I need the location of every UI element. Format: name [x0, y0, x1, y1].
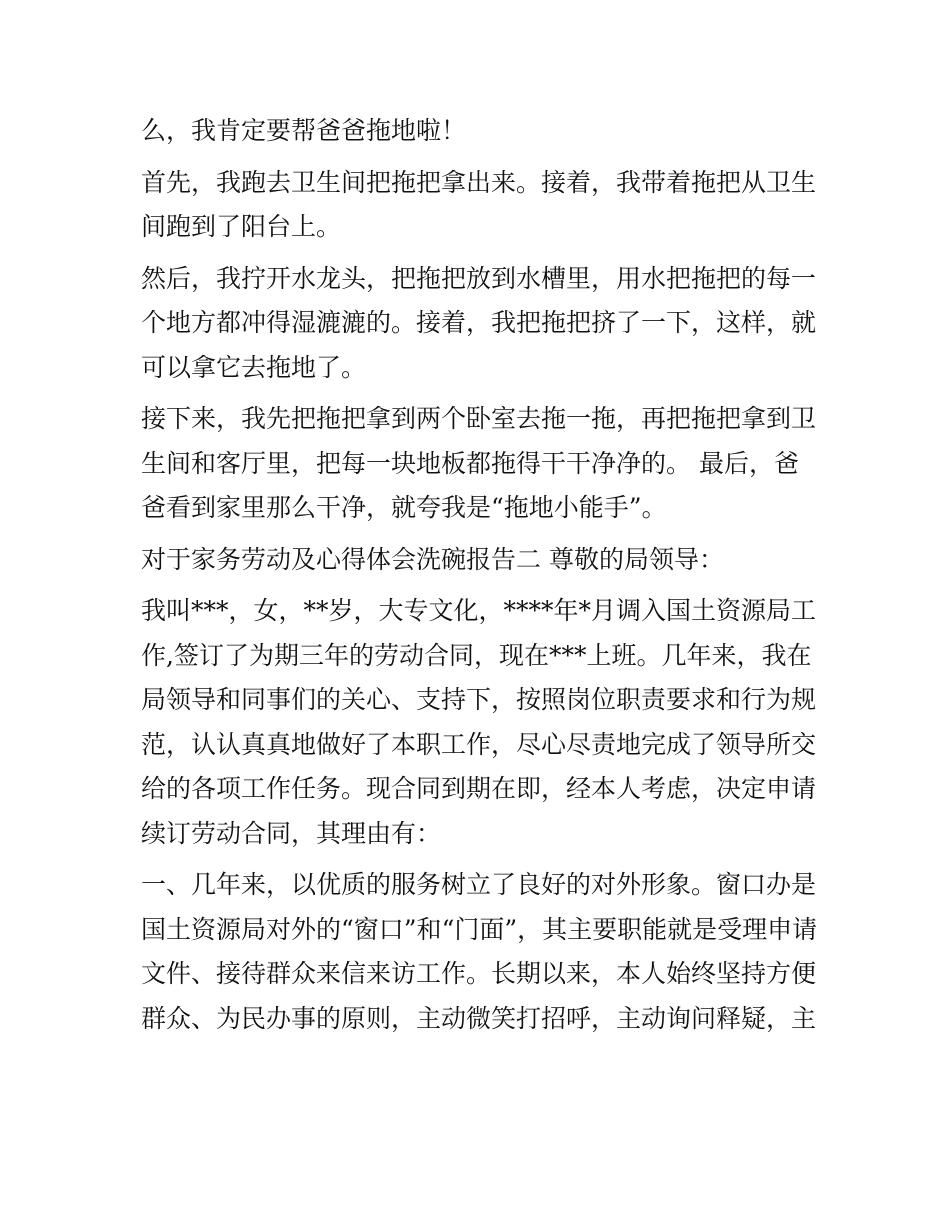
text-line: 对于家务劳动及心得体会洗碗报告二 尊敬的局领导： — [141, 544, 724, 574]
text-line: 群众、为民办事的原则，主动微笑打招呼，主动询问释疑，主 — [141, 1003, 817, 1033]
text-line: 可以拿它去拖地了。 — [141, 352, 367, 382]
text-line: 国土资源局对外的“窗口”和“门面”，其主要职能就是受理申请 — [141, 914, 818, 944]
text-line: 给的各项工作任务。现合同到期在即，经本人考虑，决定申请 — [141, 774, 817, 803]
text-line: 么，我肯定要帮爸爸拖地啦！ — [141, 116, 467, 145]
text-line: 间跑到了阳台上。 — [141, 212, 342, 241]
text-line: 生间和客厅里，把每一块地板都拖得干干净净的。 最后，爸 — [141, 448, 799, 478]
text-line: 个地方都冲得湿漉漉的。接着，我把拖把挤了一下，这样，就 — [141, 308, 817, 337]
text-line: 接下来，我先把拖把拿到两个卧室去拖一拖，再把拖把拿到卫 — [141, 404, 817, 433]
text-line: 我叫***，女，**岁，大专文化，****年*月调入国土资源局工 — [141, 596, 817, 625]
text-line: 然后，我拧开水龙头，把拖把放到水槽里，用水把拖把的每一 — [141, 263, 817, 293]
text-line: 范，认认真真地做好了本职工作，尽心尽责地完成了领导所交 — [141, 729, 817, 759]
document-body — [141, 109, 821, 1041]
text-line: 首先，我跑去卫生间把拖把拿出来。接着，我带着拖把从卫生 — [141, 167, 817, 197]
text-line: 文件、接待群众来信来访工作。长期以来，本人始终坚持方便 — [141, 959, 817, 988]
text-line: 续订劳动合同，其理由有： — [141, 818, 442, 848]
text-line: 一、几年来，以优质的服务树立了良好的对外形象。窗口办是 — [141, 870, 817, 899]
text-line: 局领导和同事们的关心、支持下，按照岗位职责要求和行为规 — [141, 685, 817, 714]
text-line: 作,签订了为期三年的劳动合同，现在***上班。几年来，我在 — [141, 640, 812, 670]
text-line: 爸看到家里那么干净，就夸我是“拖地小能手”。 — [141, 493, 667, 522]
